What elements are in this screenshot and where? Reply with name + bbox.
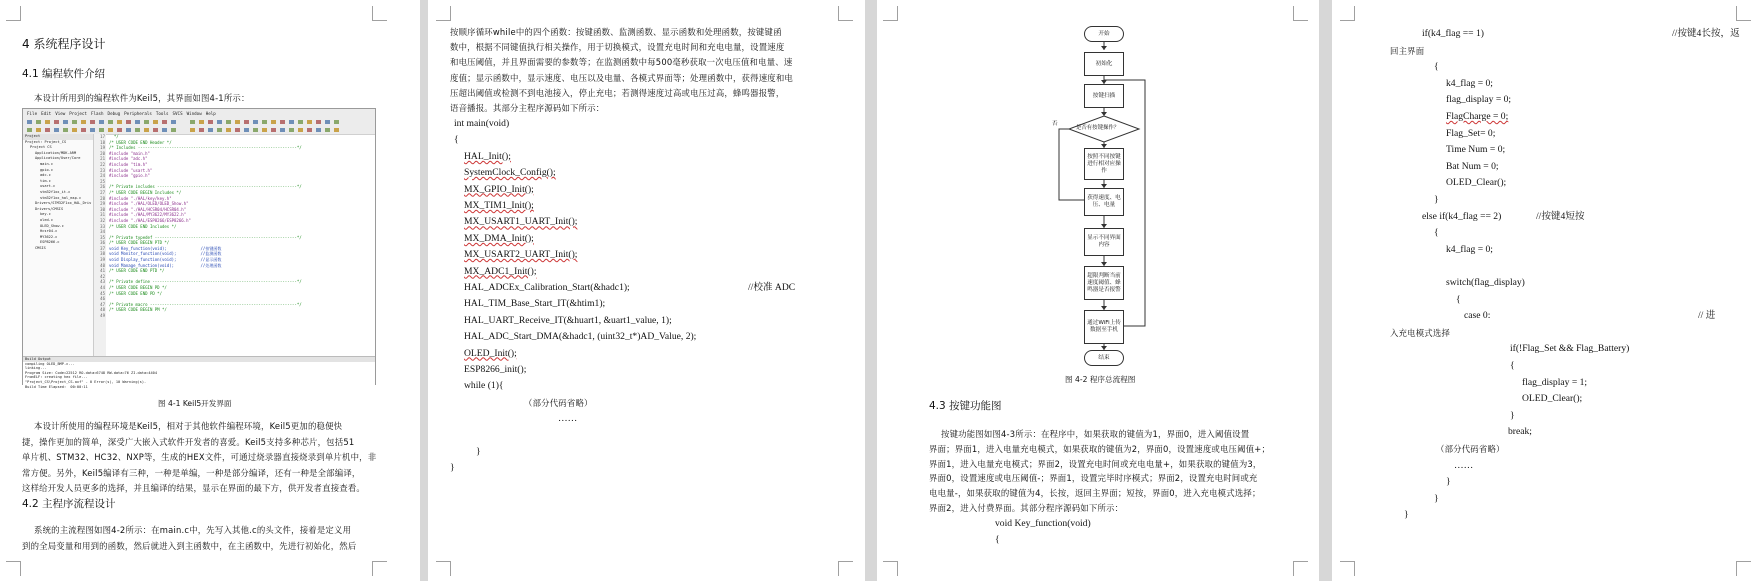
code-line: HAL_ADCEx_Calibration_Start(&hadc1); [464,282,630,293]
crop-mark [372,561,387,576]
ide-line-number: 40 [100,262,105,268]
flow-no-label: 否 [1052,121,1058,127]
toolbar-icon [45,128,50,132]
toolbar-icon [171,120,176,124]
ide-output-line: FromELF: creating hex file... [25,375,88,380]
toolbar-icon [289,120,294,124]
ide-menu-item: Tools [155,111,169,116]
code-line: flag_display = 0; [1446,94,1512,106]
toolbar-icon [63,120,68,124]
ide-line-number: 36 [100,240,105,246]
toolbar-icon [226,128,231,132]
ide-code-line: /* USER CODE BEGIN PD */ [109,285,167,291]
code-comment: // 进 [1698,310,1716,322]
ide-code-line: void Key_function(void); //按键函数 [109,245,222,251]
ide-output-title: Build Output [23,357,375,362]
flow-key-action: 按照不同按键进行相对应操作 [1084,148,1124,180]
crop-mark [372,6,387,21]
ide-line-number: 41 [100,268,105,274]
code-line: Time Num = 0; [1446,144,1506,156]
page-gap [420,0,428,581]
page-gap [865,0,877,581]
toolbar-icon [144,120,149,124]
toolbar-icon [63,128,68,132]
ide-tree-item: adc.c [40,173,51,178]
ide-line-number: 31 [100,212,105,218]
keil-ide-screenshot [22,108,376,389]
paragraph-line: 界面0，设置速度或电压阈值-；界面1，设置完毕时序模式；界面2，设置充电时间或充 [929,473,1258,484]
ide-output-line: Program Size: Code=22512 RO-data=6748 RW-data=76 ZI-data=4404 [25,370,157,375]
paragraph-line: 本设计所使用的编程环境是Keil5，相对于其他软件编程环境，Keil5更加的稳便快 [34,421,343,431]
paragraph-line: 常方便。另外，Keil5编译有三种，一种是单编，一种是部分编译，还有一种是全部编译， [22,467,361,478]
ide-tree-item: OLED_Show.c [40,223,64,228]
ide-line-number: 38 [100,251,105,257]
ide-menu-item: Help [205,111,216,116]
paragraph-line: 界面2，进入付费界面。其部分程序源码如下所示： [929,503,1124,513]
ide-line-number: 22 [100,161,105,167]
toolbar-icon [81,120,86,124]
flow-decision: 是否有按键操作？ [1076,125,1120,131]
code-line: MX_USART1_UART_Init(); [464,216,578,228]
ide-line-number: 44 [100,285,105,291]
code-line: MX_ADC1_Init(); [464,265,537,277]
toolbar-icon [280,120,285,124]
toolbar-icon [117,120,122,124]
ide-tree-item: CMSIS [35,245,46,250]
ide-output-line: "Project_CS\Project_CS.axf" - 0 Error(s), 10 Warning(s). [25,379,147,384]
paragraph-line: 度值；显示函数中，显示速度、电压以及电量、各模式界面等；处理函数中，获得速度和电 [450,72,793,83]
toolbar-icon [27,120,32,124]
ide-code-line: /* USER CODE END PD */ [109,290,162,296]
toolbar-icon [271,128,276,132]
ide-tree-item: Drivers/CMSIS [35,206,64,211]
document-page-4 [1332,0,1762,581]
code-line: 回主界面 [1390,45,1425,56]
ide-menu-item: SVCS [172,111,183,116]
toolbar-icon [244,128,249,132]
toolbar-icon [81,128,86,132]
ide-line-number: 25 [100,178,105,184]
crop-mark [436,561,451,576]
toolbar-icon [171,128,176,132]
code-line: if(!Flag_Set && Flag_Battery) [1510,343,1630,355]
toolbar-icon [307,120,312,124]
toolbar-icon [199,120,204,124]
subsection-title: 4.1 编程软件介绍 [22,68,106,80]
code-line: k4_flag = 0; [1446,77,1493,89]
ide-code-line: /* USER CODE BEGIN PTD */ [109,240,170,246]
toolbar-icon [36,128,41,132]
code-line: MX_DMA_Init(); [464,232,534,244]
code-line: { [1510,360,1515,371]
ide-line-number: 26 [100,184,105,190]
ide-menu-item: File [27,111,38,116]
ide-code-line: /* USER CODE END PTD */ [109,268,165,274]
ide-line-number: 30 [100,206,105,212]
ide-code-line: /* USER CODE BEGIN PM */ [109,307,167,313]
toolbar-icon [325,120,330,124]
code-comment: //校准 ADC [748,282,796,293]
flow-get-speed: 获得速度、电压、电量 [1084,188,1124,216]
ide-code-line: /* USER CODE END Header */ [109,139,172,145]
toolbar-icon [99,128,104,132]
flow-start: 开始 [1084,26,1124,42]
ide-menu-item: Edit [41,111,52,116]
ide-tree-item: MY3622.c [40,234,58,239]
ide-build-output [23,356,375,389]
ide-code-line: #include "gpio.h" [109,173,150,179]
code-line: void Key_function(void) [995,518,1091,529]
toolbar-icon [307,128,312,132]
code-line: HAL_Init(); [464,150,511,162]
toolbar-icon [199,128,204,132]
code-line: HAL_UART_Receive_IT(&huart1, &uart1_value, 1); [464,314,672,326]
toolbar-icon [334,128,339,132]
code-line: k4_flag = 0; [1446,243,1493,255]
ide-code-line: #include "adc.h" [109,156,148,162]
toolbar-icon [72,128,77,132]
toolbar-icon [289,128,294,132]
ide-code-line: /* Private includes ----------------------------------------------------------*/ [109,184,302,190]
toolbar-icon [117,128,122,132]
flow-handle: 超限判断当前速度阈值、蜂鸣器是否报警 [1084,266,1124,300]
code-line: else if(k4_flag == 2) [1422,210,1502,222]
toolbar-icon [108,120,113,124]
code-line: ESP8266_init(); [464,364,527,375]
code-line: { [1456,293,1461,305]
toolbar-icon [153,128,158,132]
paragraph-line: 电电量-，如果获取的键值为4，长按，返回主界面；短按，界面0，进入充电模式选择； [929,488,1261,499]
toolbar-icon [298,128,303,132]
crop-mark [1340,561,1355,576]
flow-send: 通过WiFi上传数据至手机 [1084,310,1124,344]
code-line: while (1){ [464,380,504,392]
ide-tree-item: oled.c [40,217,53,222]
document-page-3 [877,0,1319,581]
toolbar-icon [316,120,321,124]
toolbar-icon [253,128,258,132]
paragraph-line: 界面；界面1，进入电量充电模式，如果获取的键值为2，界面0，设置速度或电压阈值+； [929,443,1271,454]
code-line: switch(flag_display) [1446,277,1525,288]
code-line: 入充电模式选择 [1390,327,1451,338]
ide-code-line: void Monitor_function(void); //监测函数 [109,251,222,257]
toolbar-icon [27,128,32,132]
crop-mark [1736,561,1751,576]
toolbar-icon [162,120,167,124]
toolbar-icon [334,120,339,124]
ide-line-number: 17 [100,134,105,139]
ide-menu-item: Debug [107,111,121,116]
toolbar-icon [190,128,195,132]
toolbar-icon [271,120,276,124]
ide-line-number: 33 [100,223,105,229]
toolbar-icon [45,120,50,124]
crop-mark [6,561,21,576]
ide-output-line: linking... [25,366,47,371]
code-line: { [995,533,1000,545]
ide-menu-item: View [55,111,66,116]
ide-menu-item: Project [69,111,87,116]
toolbar-icon [162,128,167,132]
ide-code-line: #include "./HAL/key/key.h" [109,195,172,201]
paragraph-line: 到的全局变量和用到的函数，然后就进入到主函数中，在主函数中，先进行初始化，然后 [22,540,357,551]
ide-tree-item: Drivers/STM32F1xx_HAL_Driv [35,201,92,206]
ide-code-line: /* Private macro -------------------------------------------------------------*/ [109,301,302,307]
toolbar-icon [126,120,131,124]
toolbar-icon [90,120,95,124]
flow-display: 显示不同界面内容 [1084,228,1124,256]
ide-line-number: 28 [100,195,105,201]
ide-line-number: 39 [100,257,105,263]
toolbar-icon [135,128,140,132]
ide-project-tree [23,134,94,356]
toolbar-icon [54,120,59,124]
figure-caption: 图 4-1 Keil5开发界面 [158,399,232,408]
ide-code-line: void Display_function(void); //显示函数 [109,257,222,263]
toolbar-icon [226,120,231,124]
ide-line-numbers [94,134,106,356]
flow-end: 结束 [1084,350,1124,366]
ide-line-number: 48 [100,307,105,313]
ide-tree-item: main.c [40,161,53,166]
toolbar-icon [298,120,303,124]
ide-code-line: /* Includes ------------------------------------------------------------------*/ [109,145,302,151]
code-line: flag_display = 1; [1522,376,1588,388]
ide-code-editor [109,134,375,356]
code-line: { [1434,227,1439,239]
ide-output-line: Build Time Elapsed: 00:00:11 [25,384,88,389]
crop-mark [6,6,21,21]
figure-caption: 图 4-2 程序总流程图 [1065,375,1136,384]
ide-line-number: 23 [100,167,105,173]
code-line: } [1434,492,1439,504]
code-line: OLED_Clear(); [1522,393,1583,405]
code-line: } [1434,194,1439,205]
code-line: MX_USART2_UART_Init(); [464,249,578,261]
toolbar-icon [262,128,267,132]
crop-mark [1736,6,1751,21]
section-title: 4 系统程序设计 [22,37,106,51]
ide-code-line: #include "./HAL/ESP8266/ESP8266.h" [109,217,191,223]
ide-line-number: 43 [100,279,105,285]
flow-key-scan: 按键扫描 [1084,84,1124,108]
paragraph: 本设计所用到的编程软件为Keil5，其界面如图4-1所示： [34,93,250,103]
toolbar-icon [280,128,285,132]
code-line: Bat Num = 0; [1446,160,1499,172]
ide-output-line: compiling OLED_BMP.c... [25,361,75,366]
code-line: } [450,462,455,474]
crop-mark [883,561,898,576]
ide-line-number: 29 [100,201,105,207]
code-line: （部分代码省略） [524,397,593,408]
code-line: } [1404,509,1409,521]
toolbar-icon [262,120,267,124]
ide-line-number: 47 [100,301,105,307]
code-line: FlagCharge = 0; [1446,111,1509,122]
document-page-1 [0,0,420,581]
crop-mark [1340,6,1355,21]
ide-tree-item: Hcsr04.c [40,229,58,234]
ide-code-line: /* USER CODE END Includes */ [109,223,177,229]
document-page-2 [428,0,865,581]
ide-code-line: /* Private typedef -----------------------------------------------------------*/ [109,234,302,240]
ide-line-number: 49 [100,313,105,318]
ide-menu-item: Window [186,111,202,116]
ide-line-number: 37 [100,245,105,251]
ide-tree-item: ESP8266.c [40,240,60,245]
flow-init: 初始化 [1084,52,1124,76]
ide-line-number: 32 [100,217,105,223]
toolbar-icon [144,128,149,132]
toolbar-icon [217,120,222,124]
code-line: int main(void) [454,118,510,129]
ide-tree-item: Project CS [30,145,52,150]
code-line: OLED_Clear(); [1446,177,1507,189]
ide-line-number: 20 [100,150,105,156]
toolbar-icon [108,128,113,132]
paragraph-line: 这样给开发人员更多的选择，并且编译的结果，显示在界面的最下方，供开发者直接查看。 [22,483,365,493]
ide-line-number: 18 [100,139,105,145]
code-line: } [1446,476,1451,488]
toolbar-icon [316,128,321,132]
code-line: Flag_Set= 0; [1446,127,1496,139]
ide-code-line: */ [109,134,119,139]
ide-tree-item: key.c [40,212,51,217]
ide-code-line: #include "tim.h" [109,161,148,167]
code-line: HAL_TIM_Base_Start_IT(&htim1); [464,298,606,310]
ide-line-number: 45 [100,290,105,296]
ide-menu-item: Peripherals [124,111,152,116]
toolbar-icon [99,120,104,124]
crop-mark [838,6,853,21]
toolbar-icon [244,120,249,124]
toolbar-icon [217,128,222,132]
ide-line-number: 21 [100,156,105,162]
toolbar-icon [54,128,59,132]
paragraph-line: 单片机、STM32、HC32、NXP等，生成的HEX文件，可通过烧录器直接烧录到单片机中，非 [22,452,377,462]
code-line: { [1434,61,1439,73]
code-line: MX_GPIO_Init(); [464,183,534,195]
code-comment: //按键4短按 [1536,210,1585,222]
subsection-title: 4.3 按键功能图 [929,400,1002,412]
ide-menu-item: Flash [90,111,104,116]
code-line: case 0: [1464,310,1491,322]
crop-mark [838,561,853,576]
toolbar-icon [208,128,213,132]
code-line: { [454,134,459,146]
code-line: break; [1508,426,1532,438]
paragraph-line: 界面1，进入电量充电模式；界面2，设置充电时间或充电电量+，如果获取的键值为3， [929,458,1262,469]
toolbar-icon [126,128,131,132]
ide-tree-item: stm32f1xx_it.c [40,189,71,194]
code-line: OLED_Init(); [464,347,517,359]
code-line: …… [1454,459,1474,471]
code-line: （部分代码省略） [1436,444,1505,454]
ide-line-number: 27 [100,189,105,195]
paragraph-line: 数中，根据不同键值执行相关操作，用于切换模式，设置充电时间和充电电量，设置速度 [450,42,785,53]
ide-code-line: #include "usart.h" [109,167,153,173]
code-line: } [476,446,481,457]
toolbar-icon [235,128,240,132]
paragraph-line: 按顺序循环while中的四个函数：按键函数、监测函数、显示函数和处理函数，按键键函 [450,27,782,37]
ide-code-line: #include "./HAL/MY3622/MY3622.h" [109,212,187,218]
code-line: MX_TIM1_Init(); [464,200,534,211]
ide-tree-item: stm32f1xx_hal_msp.c [40,195,82,200]
paragraph-line: 压超出阈值或检测不到电池接入，停止充电；若测得速度过高或电压过高，蜂鸣器报警， [450,87,785,98]
ide-line-number: 35 [100,234,105,240]
ide-line-number: 19 [100,145,105,151]
ide-tree-item: Application/User/Core [35,156,81,161]
ide-code-line [109,313,375,319]
ide-line-number: 24 [100,173,105,179]
subsection-title: 4.2 主程序流程设计 [22,498,116,510]
ide-line-number: 46 [100,296,105,302]
ide-line-number: 42 [100,273,105,279]
page-gap [1319,0,1332,581]
ide-tree-item: gpio.c [40,167,53,172]
toolbar-icon [325,128,330,132]
toolbar-icon [90,128,95,132]
ide-tree-item: tim.c [40,178,51,183]
toolbar-icon [190,120,195,124]
toolbar-icon [72,120,77,124]
paragraph-line: 系统的主流程图如图4-2所示：在main.c中，先写入其他.c的头文件，接着是定义用 [34,525,352,535]
code-comment: //按键4长按，返 [1672,28,1740,39]
ide-code-line: #include "./HAL/HCSR04/HCSR04.h" [109,206,187,212]
toolbar-icon [153,120,158,124]
ide-code-line: void Manage_function(void); //处理函数 [109,262,222,268]
paragraph-line: 捷，操作更加的简单，深受广大嵌入式软件开发者的喜爱。Keil5支持多种芯片，包括51 [22,436,355,447]
ide-line-number: 34 [100,229,105,235]
ide-code-line: #include "main.h" [109,150,150,156]
ide-code-line: /* USER CODE BEGIN Includes */ [109,189,182,195]
toolbar-icon [36,120,41,124]
toolbar-icon [208,120,213,124]
paragraph-line: 语音播报。其部分主程序源码如下所示： [450,103,605,113]
paragraph-line: 按键功能图如图4-3所示：在程序中，如果获取的键值为1，界面0，进入阈值设置 [941,429,1250,439]
ide-tree-title: Project [23,134,93,140]
crop-mark [1293,561,1308,576]
crop-mark [436,6,451,21]
paragraph-line: 和电压阈值，并且界面需要的参数等；在监测函数中每500毫秒获取一次电压值和电量、速 [450,57,793,68]
toolbar-icon [253,120,258,124]
code-line: HAL_ADC_Start_DMA(&hadc1, (uint32_t*)AD_Value, 2); [464,331,697,343]
ide-tree-item: Application/MDK-ARM [35,150,77,155]
code-line: if(k4_flag == 1) [1422,28,1484,39]
ide-code-line: #include "./HAL/OLED/OLED_Show.h" [109,201,189,207]
code-line: SystemClock_Config(); [464,167,556,179]
ide-code-line: /* Private define ------------------------------------------------------------*/ [109,279,302,285]
ide-tree-item: Project: Project_CS [25,139,67,144]
code-line: } [1510,409,1515,421]
code-line: …… [558,413,578,425]
toolbar-icon [135,120,140,124]
ide-tree-item: usart.c [40,184,56,189]
toolbar-icon [235,120,240,124]
